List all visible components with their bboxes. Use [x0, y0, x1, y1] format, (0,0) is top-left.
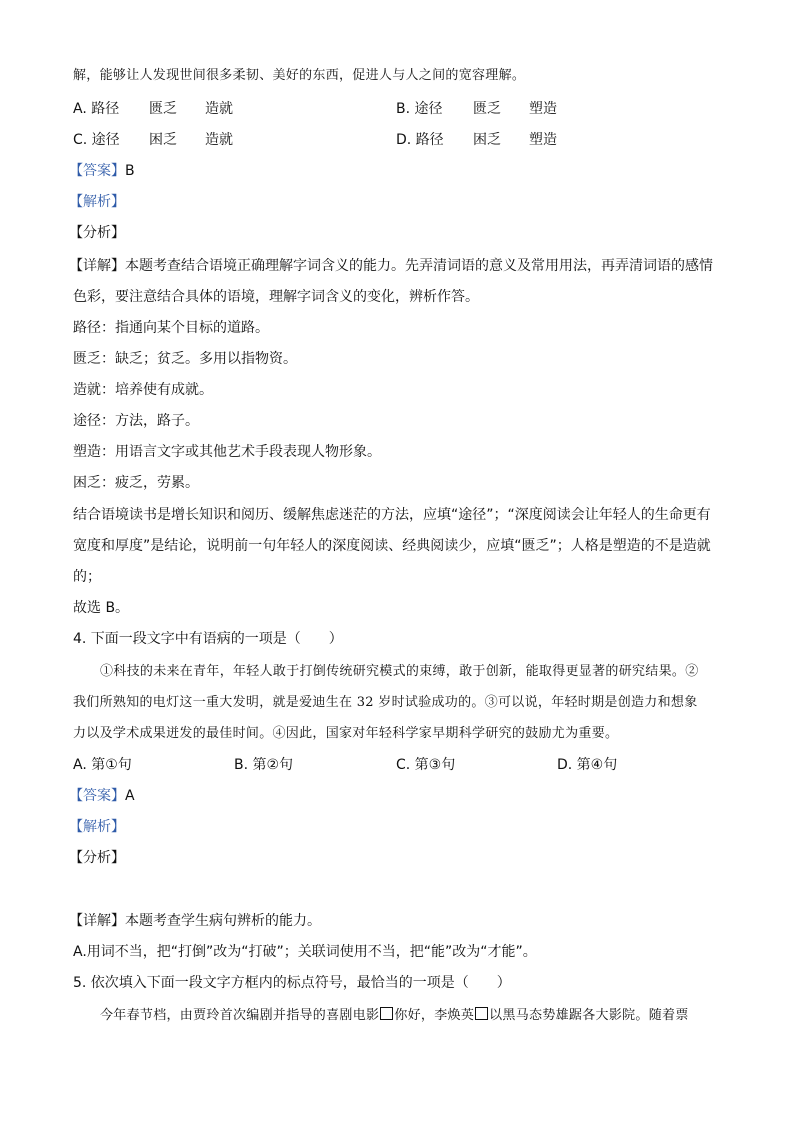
q4-detail-text: 本题考查学生病句辨析的能力。 [125, 913, 321, 929]
q4-answer [69, 787, 135, 805]
q4-option-d: D. 第④句 [557, 757, 618, 773]
q3-option-a-word1: A. 路径 [73, 101, 120, 117]
q3-final: 故选 B。 [73, 600, 130, 616]
q3-option-c-word1: C. 途径 [73, 132, 120, 148]
q5-stem: 5. 依次填入下面一段文字方框内的标点符号，最恰当的一项是（ ） [73, 975, 511, 991]
q3-definition-2: 匮乏：缺乏；贫乏。多用以指物资。 [73, 351, 297, 367]
q3-conclusion-3: 的； [73, 569, 101, 585]
q4-detail-tag: 【详解】 [69, 913, 125, 929]
q4-passage-line1: ①科技的未来在青年，年轻人敢于打倒传统研究模式的束缚，敢于创新，能取得更显著的研究结果。② [100, 664, 699, 679]
q3-answer-value: B [125, 163, 135, 179]
q3-option-d-word3: 塑造 [529, 132, 557, 148]
q3-option-d-word2: 困乏 [473, 132, 501, 148]
q5-passage-part3: 以黑马态势雄踞各大影院。随着票 [489, 1008, 689, 1023]
q3-option-c-word2: 困乏 [149, 132, 177, 148]
q4-analysis-tag: 【解析】 [69, 819, 125, 835]
q4-passage-line3: 力以及学术成果迸发的最佳时间。④因此，国家对年轻科学家早期科学研究的鼓励尤为重要。 [73, 726, 619, 741]
q3-detail-text1: 本题考查结合语境正确理解字词含义的能力。先弄清词语的意义及常用用法，再弄清词语的感情 [125, 258, 713, 274]
q4-answer-value: A [125, 788, 135, 804]
q4-option-b: B. 第②句 [234, 757, 294, 773]
q3-option-a-word3: 造就 [205, 101, 233, 117]
q4-answer-tag: 【答案】 [69, 788, 125, 804]
q3-option-b-word2: 匮乏 [473, 101, 501, 117]
q3-option-d-word1: D. 路径 [396, 132, 444, 148]
q3-option-d [396, 131, 557, 149]
q3-answer [69, 162, 135, 180]
q3-option-b [396, 100, 557, 118]
q3-option-c-word3: 造就 [205, 132, 233, 148]
q5-passage-line1 [100, 1007, 689, 1025]
q3-definition-5: 塑造：用语言文字或其他艺术手段表现人物形象。 [73, 444, 381, 460]
q3-option-c [73, 131, 233, 149]
q3-option-a-word2: 匮乏 [149, 101, 177, 117]
q4-option-c: C. 第③句 [396, 757, 456, 773]
q5-passage-part2: 你好，李焕英 [394, 1008, 475, 1023]
q3-definition-6: 困乏：疲乏，劳累。 [73, 475, 199, 491]
q3-definition-1: 路径：指通向某个目标的道路。 [73, 320, 269, 336]
q3-passage-tail: 解，能够让人发现世间很多柔韧、美好的东西，促进人与人之间的宽容理解。 [73, 68, 526, 83]
q3-conclusion-1: 结合语境读书是增长知识和阅历、缓解焦虑迷茫的方法，应填“途径”；“深度阅读会让年轻人的生命更有 [73, 507, 711, 523]
q3-detail-line2: 色彩，要注意结合具体的语境，理解字词含义的变化，辨析作答。 [73, 289, 479, 305]
q4-passage-line2: 我们所熟知的电灯这一重大发明，就是爱迪生在 32 岁时试验成功的。③可以说，年轻时期是创造力和想象 [73, 695, 698, 710]
q4-stem: 4. 下面一段文字中有语病的一项是（ ） [73, 631, 343, 647]
q3-fenxi-tag: 【分析】 [69, 225, 125, 241]
q3-option-a [73, 100, 233, 118]
q3-detail-line1 [69, 257, 713, 275]
q3-answer-tag: 【答案】 [69, 163, 125, 179]
q3-definition-3: 造就：培养使有成就。 [73, 382, 213, 398]
q4-detail-line2: A.用词不当，把“打倒”改为“打破”；关联词使用不当，把“能”改为“才能”。 [73, 944, 537, 960]
q3-analysis-tag: 【解析】 [69, 194, 125, 210]
q4-detail-line1 [69, 912, 321, 930]
q3-option-b-word3: 塑造 [529, 101, 557, 117]
q3-definition-4: 途径：方法，路子。 [73, 413, 199, 429]
q4-fenxi-tag: 【分析】 [69, 850, 125, 866]
q3-option-b-word1: B. 途径 [396, 101, 443, 117]
q3-detail-tag: 【详解】 [69, 258, 125, 274]
q4-option-a: A. 第①句 [73, 757, 132, 773]
punctuation-box [380, 1007, 393, 1020]
punctuation-box [475, 1007, 488, 1020]
q3-conclusion-2: 宽度和厚度”是结论，说明前一句年轻人的深度阅读、经典阅读少，应填“匮乏”；人格是塑造的不是造就 [73, 538, 711, 554]
q5-passage-part1: 今年春节档，由贾玲首次编剧并指导的喜剧电影 [100, 1008, 380, 1023]
